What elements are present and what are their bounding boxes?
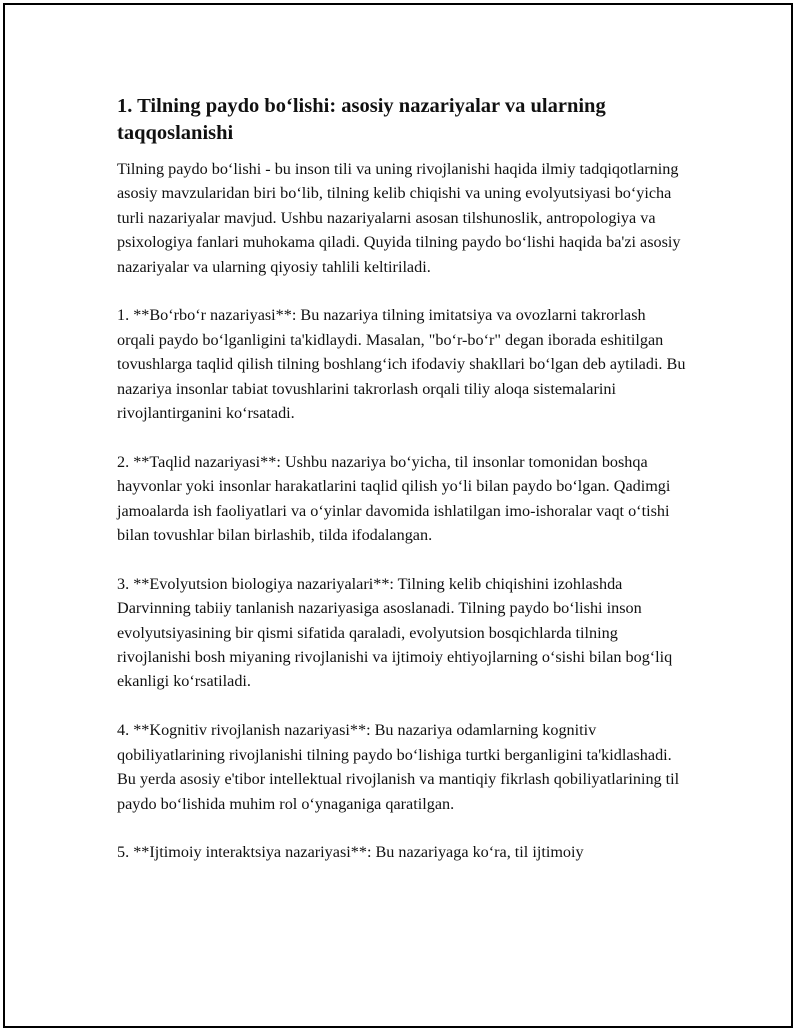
theory-5-paragraph: 5. **Ijtimoiy interaktsiya nazariyasi**: Bu nazariyaga koʻra, til ijtimoiy [117, 843, 584, 862]
theory-1-paragraph: 1. **Boʻrboʻr nazariyasi**: Bu nazariya tilning imitatsiya va ovozlarni takrorlash orqali paydo boʻlganligini ta'kidlaydi. Masalan, "boʻr-boʻr" degan iborada eshitilgan tovushlarga taqlid qilish tilning boshlangʻich ifodaviy shakllari boʻlgan deb aytiladi. Bu nazariya insonlar tabiat tovushlarini takrorlash orqali tiliy aloqa sistemalarini rivojlantirganini koʻrsatadi. [117, 306, 686, 423]
theory-2-paragraph: 2. **Taqlid nazariyasi**: Ushbu nazariya boʻyicha, til insonlar tomonidan boshqa hayvonlar yoki insonlar harakatlarini taqlid qilish yoʻli bilan paydo boʻlgan. Qadimgi jamoalarda ish faoliyatlari va oʻyinlar davomida ishlatilgan imo-ishoralar vaqt oʻtishi bilan tovushlar bilan birlashib, tilda ifodalangan. [117, 452, 671, 545]
theory-3-paragraph: 3. **Evolyutsion biologiya nazariyalari**: Tilning kelib chiqishini izohlashda Darvinning tabiiy tanlanish nazariyasiga asoslanadi. Tilning paydo boʻlishi inson evolyutsiyasining bir qismi sifatida qaraladi, evolyutsion bosqichlarda tilning rivojlanishi bosh miyaning rivojlanishi va ijtimoiy ehtiyojlarning oʻsishi bilan bogʻliq ekanligi koʻrsatiladi. [117, 574, 673, 691]
section-heading: 1. Tilning paydo boʻlishi: asosiy nazariyalar va ularning taqqoslanishi [117, 95, 606, 144]
theory-4-paragraph: 4. **Kognitiv rivojlanish nazariyasi**: Bu nazariya odamlarning kognitiv qobiliyatlarining rivojlanishi tilning paydo boʻlishiga turtki berganligini ta'kidlashadi. Bu yerda asosiy e'tibor intellektual rivojlanish va mantiqiy fikrlash qobiliyatlarining til paydo boʻlishida muhim rol oʻynaganiga qaratilgan. [117, 721, 680, 813]
document-body [117, 93, 687, 889]
intro-paragraph: Tilning paydo boʻlishi - bu inson tili va uning rivojlanishi haqida ilmiy tadqiqotlarning asosiy mavzularidan biri boʻlib, tilning kelib chiqishi va uning evolyutsiyasi boʻyicha turli nazariyalar mavjud. Ushbu nazariyalarni asosan tilshunoslik, antropologiya va psixologiya fanlari muhokama qiladi. Quyida tilning paydo boʻlishi haqida ba'zi asosiy nazariyalar va ularning qiyosiy tahlili keltiriladi. [117, 160, 681, 276]
